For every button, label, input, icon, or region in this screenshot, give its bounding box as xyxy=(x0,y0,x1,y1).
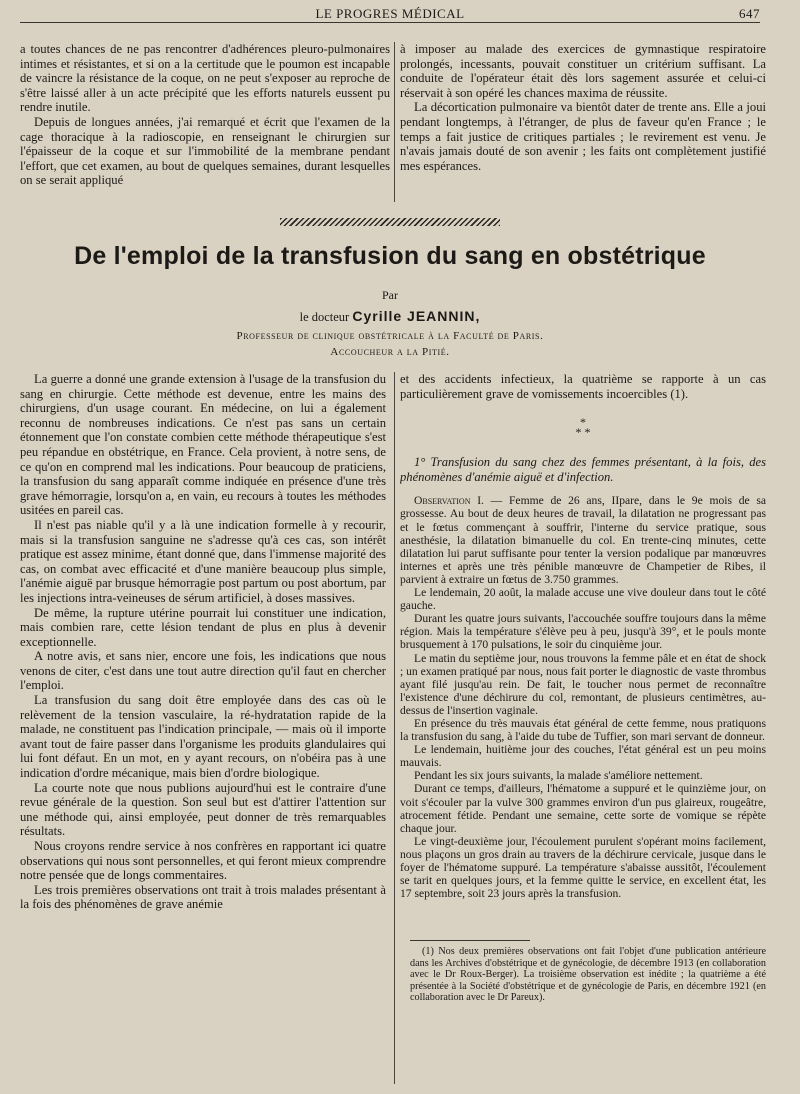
paragraph: a toutes chances de ne pas rencontrer d'adhérences pleuro-pulmonaires intimes et résistantes, et si on a la certitude que le poumon est incapable de vaincre la résistance de la coque, on ne peut s'exposer au reproche de s'être laissé aller à un acte précipité que les efforts naturels eussent pu rendre inutile. xyxy=(20,42,390,115)
paragraph: à imposer au malade des exercices de gymnastique respiratoire prolongés, incessants, pouvait constituer un critérium suffisant. La conduite de l'opérateur était dès lors sagement assurée et celui-ci réservait à son opéré les chances maxima de réussite. xyxy=(400,42,766,100)
paragraph: Le vingt-deuxième jour, l'écoulement purulent s'opérant moins facilement, nous plaçons un gros drain au travers de la déchirure cervicale, jusque dans le foyer de l'hématome suppuré. La température s'abaisse aussitôt, l'écoulement se tarit en quelques jours, et la femme quitte le service, en excellent état, les 17 septembre, soit 23 jours après la transfusion. xyxy=(400,834,766,901)
footnote xyxy=(410,946,766,1004)
paragraph: En présence du très mauvais état général de cette femme, nous pratiquons la transfusion du sang, à l'aide du tube de Tuffier, son mari servant de donneur. xyxy=(400,716,766,744)
paragraph: Durant ce temps, d'ailleurs, l'hématome a suppuré et le quinzième jour, on voit s'écouler par la vulve 300 grammes environ d'un pus glaireux, rougeâtre, atrocement fétide. Pendant une semaine, cette sorte de vomique se répète chaque jour. xyxy=(400,782,766,835)
author-prefix: le docteur xyxy=(299,310,350,324)
paragraph: De même, la rupture utérine pourrait lui constituer une indication, mais combien rare, cette lésion tendant de plus en plus à devenir exceptionnelle. xyxy=(20,605,386,649)
running-head xyxy=(20,4,760,23)
author-affiliation: Professeur de clinique obstétricale à la Faculté de Paris. xyxy=(236,330,544,342)
paragraph: La décortication pulmonaire va bientôt dater de trente ans. Elle a joui pendant longtemps, à l'étranger, de plus de faveur qu'en France ; le temps a fait justice de critiques partiales ; le revirement est venu. Je n'avais jamais douté de son avenir ; les faits ont complètement justifié mes espérances. xyxy=(400,100,766,173)
paragraph: La guerre a donné une grande extension à l'usage de la transfusion du sang en chirurgie. Cette méthode est devenue, entre les mains des chirurgiens, d'un usage courant. En médecine, on lui a également reconnu de nombreuses indications. Ce n'est pas sans un certain étonnement que l'on constate combien cette méthode thérapeutique s'est peu répandue en obstétrique, en France. Cela provient, à notre sens, de ce qu'on en comprend mal les indications. Pour beaucoup de praticiens, la transfusion du sang apparaît comme indiquée en présence d'une très grave hémorragie, lorsqu'on a, en vain, eu recours à toutes les méthodes usitées en pareil cas. xyxy=(20,372,386,518)
paragraph: Depuis de longues années, j'ai remarqué et écrit que l'examen de la cage thoracique à la radioscopie, en renseignant le chirurgien sur l'épaisseur de la coque et sur l'immobilité de la membrane pendant l'effort, que cet examen, au bout de quelques semaines, durant lesquelles on se serait appliqué xyxy=(20,114,390,188)
journal-title: LE PROGRES MÉDICAL xyxy=(315,6,465,21)
article-left-column xyxy=(20,372,386,1084)
observation-label: Observation I. xyxy=(414,494,484,508)
previous-article-left-column xyxy=(20,42,390,202)
paragraph: Le lendemain, huitième jour des couches, l'état général est un peu moins mauvais. xyxy=(400,743,766,770)
paragraph: A notre avis, et sans nier, encore une fois, les indications que nous venons de citer, c'est dans une tout autre direction qu'il faut en chercher l'emploi. xyxy=(20,649,386,693)
previous-article-right-column xyxy=(400,42,766,207)
column-divider xyxy=(394,372,395,1084)
author-affiliation: Accoucheur a la Pitié. xyxy=(330,346,450,358)
section-asterism xyxy=(400,415,766,440)
observation-text: — Femme de 26 ans, IIpare, dans le 9e mois de sa grossesse. Au bout de deux heures de travail, la dilatation ne progressant pas et le fœtus commençant à souffrir, l'interne du service pratique, sous anesthésie, la dilatation bimanuelle du col. En trente-cinq minutes, cette dilatation lui parut suffisante pour tenter la version podalique par manœuvres internes et après une très pénible manœuvre de Champetier de Ribes, il parvient à extraire un fœtus de 3.750 grammes. xyxy=(400,494,766,586)
observation-paragraph xyxy=(400,494,766,586)
asterism-bottom: * * xyxy=(575,425,591,440)
footnote-rule xyxy=(410,940,530,941)
paragraph: Durant les quatre jours suivants, l'accouchée souffre toujours dans la même région. Mais la température s'élève peu à peu, jusqu'à 39°, et le pouls monte brusquement à 170 pulsations, le soir du cinquième jour. xyxy=(400,612,766,652)
author-line xyxy=(20,308,760,325)
asterism-top: * xyxy=(580,415,586,430)
paragraph: Les trois premières observations ont trait à trois malades présentant à la fois des phénomènes de grave anémie xyxy=(20,882,386,912)
section-separator-ornament xyxy=(280,218,500,226)
paragraph: Pendant les six jours suivants, la malade s'améliore nettement. xyxy=(414,769,703,783)
article-title: De l'emploi de la transfusion du sang en obstétrique xyxy=(74,242,706,270)
article-right-column xyxy=(400,372,766,932)
paragraph: Il n'est pas niable qu'il y a là une indication formelle à y recourir, mais si la transfusion sanguine ne s'adresse qu'à ces cas, son intérêt pratique est assez minime, étant donné que, dans l'immense majorité des cas, on combat avec efficacité et d'une manière beaucoup plus simple, l'anémie aiguë par brusque hémorragie post partum ou post abortum, par les injections intra-veineuses de sérum artificiel, à doses massives. xyxy=(20,517,386,605)
paragraph: Le lendemain, 20 août, la malade accuse une vive douleur dans tout le côté gauche. xyxy=(400,586,766,613)
paragraph: Le matin du septième jour, nous trouvons la femme pâle et en état de shock ; un examen pratiqué par nous, nous fait porter le diagnostic de vaste thrombus ayant filé jusqu'au rein. De fait, le toucher nous permet de reconnaître l'existence d'une déchirure du col, remontant, de plusieurs centimètres, au-dessus de l'insertion vaginale. xyxy=(400,651,766,717)
paragraph: Nous croyons rendre service à nos confrères en rapportant ici quatre observations qui nous sont personnelles, et qui feront mieux comprendre notre pensée que de longs commentaires. xyxy=(20,839,386,883)
byline-par: Par xyxy=(382,288,398,302)
section-heading: 1° Transfusion du sang chez des femmes présentant, à la fois, des phénomènes d'anémie aiguë et d'infection. xyxy=(400,455,766,484)
footnote-text: (1) Nos deux premières observations ont fait l'objet d'une publication antérieure dans les Archives d'obstétrique et de gynécologie, de décembre 1913 (en collaboration avec le Dr Roux-Berger). La troisième observation est inédite ; la quatrième a été présentée à la Société d'obstétrique et de gynécologie de Paris, en décembre 1921 (en collaboration avec le Dr Pareux). xyxy=(410,946,766,1004)
author-name: Cyrille JEANNIN, xyxy=(352,308,481,324)
paragraph: La courte note que nous publions aujourd'hui est le contraire d'une revue générale de la question. Son seul but est d'attirer l'attention sur une méthode qui, ainsi employée, peut donner de très remarquables résultats. xyxy=(20,780,386,839)
paragraph: et des accidents infectieux, la quatrième se rapporte à un cas particulièrement grave de vomissements incoercibles (1). xyxy=(400,372,766,401)
column-divider xyxy=(394,42,395,202)
page-number: 647 xyxy=(739,6,760,21)
paragraph: La transfusion du sang doit être employée dans des cas où le relèvement de la tension vasculaire, la ré-hydratation rapide de la malade, ne constituent pas l'indication principale, — mais où il importe avant tout de faire passer dans l'organisme les produits glandulaires qui lui font défaut. En un mot, en y ayant recours, on n'obéira pas à une indication d'ordre mécanique, mais bien d'ordre biologique. xyxy=(20,693,386,781)
